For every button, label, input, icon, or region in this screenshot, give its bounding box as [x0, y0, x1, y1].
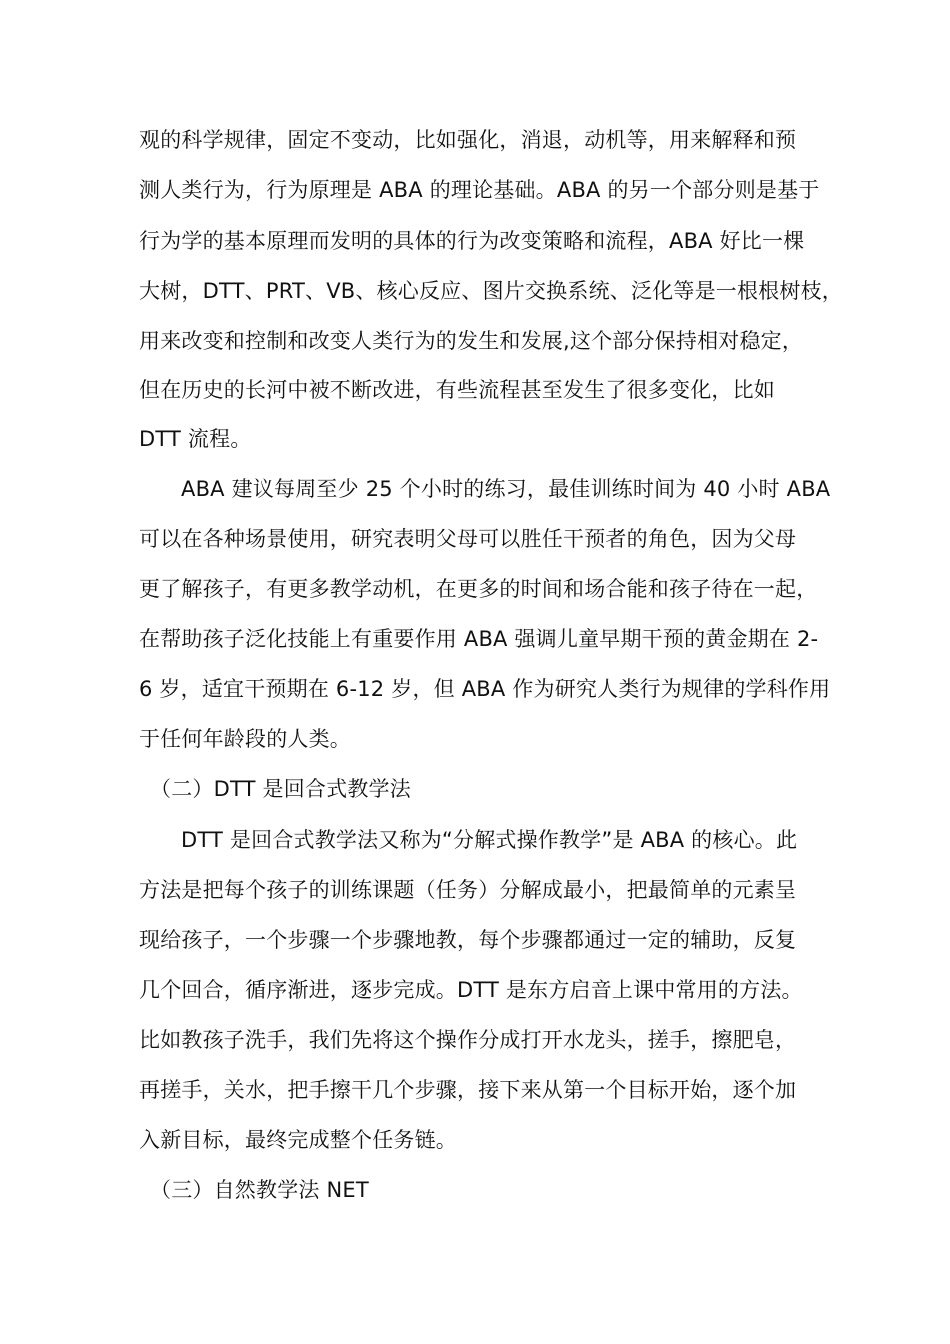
paragraph-line: 但在历史的长河中被不断改进，有些流程甚至发生了很多变化，比如: [139, 378, 775, 402]
section-heading: （二）DTT 是回合式教学法: [150, 777, 411, 801]
paragraph-line: 于任何年龄段的人类。: [139, 727, 351, 751]
paragraph-line: 现给孩子，一个步骤一个步骤地教，每个步骤都通过一定的辅助，反复: [139, 928, 797, 952]
paragraph-line: 观的科学规律，固定不变动，比如强化，消退，动机等，用来解释和预: [139, 128, 797, 152]
paragraph-line: 在帮助孩子泛化技能上有重要作用 ABA 强调儿童早期干预的黄金期在 2-: [139, 627, 819, 651]
paragraph-line: 方法是把每个孩子的训练课题（任务）分解成最小，把最简单的元素呈: [139, 878, 797, 902]
paragraph-line: 入新目标，最终完成整个任务链。: [139, 1128, 457, 1152]
paragraph-line: DTT 是回合式教学法又称为“分解式操作教学”是 ABA 的核心。此: [181, 828, 798, 852]
paragraph-line: 用来改变和控制和改变人类行为的发生和发展,这个部分保持相对稳定，: [139, 329, 804, 353]
paragraph-line: 可以在各种场景使用，研究表明父母可以胜任干预者的角色，因为父母: [139, 527, 797, 551]
paragraph-line: 大树，DTT、PRT、VB、核心反应、图片交换系统、泛化等是一根根树枝，: [139, 279, 843, 303]
paragraph-line: 几个回合，循序渐进，逐步完成。DTT 是东方启音上课中常用的方法。: [139, 978, 803, 1002]
paragraph-line: 更了解孩子，有更多教学动机，在更多的时间和场合能和孩子待在一起，: [139, 577, 818, 601]
paragraph-line: ABA 建议每周至少 25 个小时的练习，最佳训练时间为 40 小时 ABA: [181, 477, 831, 501]
paragraph-line: 测人类行为，行为原理是 ABA 的理论基础。ABA 的另一个部分则是基于: [139, 178, 820, 202]
section-heading: （三）自然教学法 NET: [150, 1178, 369, 1202]
paragraph-line: 行为学的基本原理而发明的具体的行为改变策略和流程，ABA 好比一棵: [139, 229, 805, 253]
paragraph-line: DTT 流程。: [139, 427, 252, 451]
paragraph-line: 比如教孩子洗手，我们先将这个操作分成打开水龙头，搓手，擦肥皂，: [139, 1028, 797, 1052]
paragraph-line: 6 岁，适宜干预期在 6-12 岁，但 ABA 作为研究人类行为规律的学科作用: [139, 677, 831, 701]
paragraph-line: 再搓手，关水，把手擦干几个步骤，接下来从第一个目标开始，逐个加: [139, 1078, 797, 1102]
